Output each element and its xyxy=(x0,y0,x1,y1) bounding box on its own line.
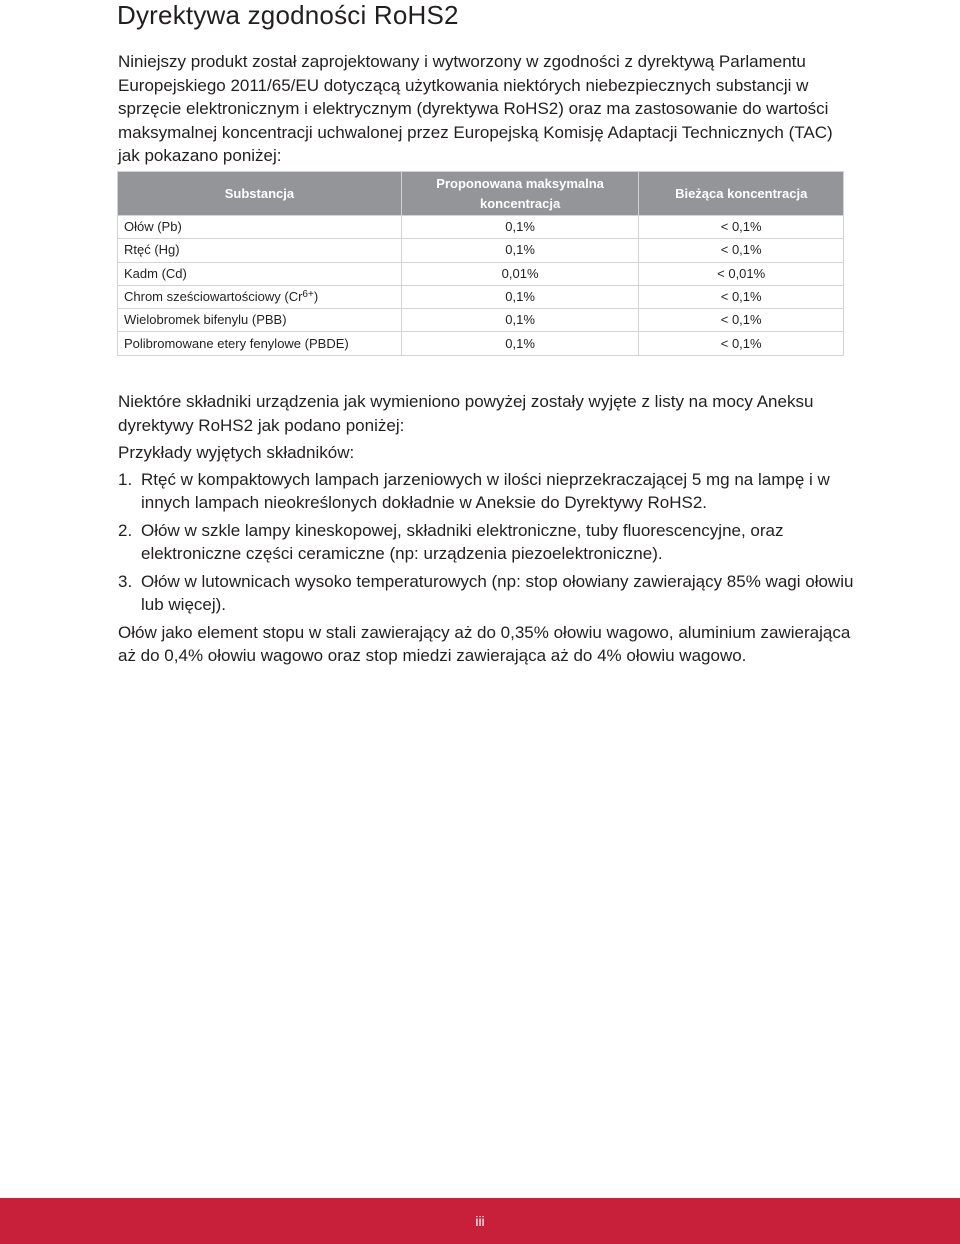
substance-name-end: ) xyxy=(313,289,319,305)
substance-cell: Polibromowane etery fenylowe (PBDE) xyxy=(118,332,402,355)
substance-name: Chrom sześciowartościowy (Cr xyxy=(124,289,303,305)
closing-paragraph: Ołów jako element stopu w stali zawierający aż do 0,35% ołowiu wagowo, aluminium zawierająca aż do 0,4% ołowiu wagowo oraz stop miedzi zawierająca aż do 4% ołowiu wagowo. xyxy=(118,622,851,665)
substance-cell: Kadm (Cd) xyxy=(118,262,402,285)
current-concentration-cell: < 0,1% xyxy=(639,285,844,308)
substance-cell: Rtęć (Hg) xyxy=(118,239,402,262)
exemptions-section xyxy=(118,390,858,668)
current-concentration-cell: < 0,1% xyxy=(639,332,844,355)
table-header-row xyxy=(118,172,844,216)
header-current-concentration: Bieżąca koncentracja xyxy=(639,172,844,216)
exemptions-intro: Niektóre składniki urządzenia jak wymieniono powyżej zostały wyjęte z listy na mocy Aneksu dyrektywy RoHS2 jak podano poniżej: xyxy=(118,392,814,435)
list-item-text: Ołów w lutownicach wysoko temperaturowych (np: stop ołowiany zawierający 85% wagi ołowiu lub więcej). xyxy=(141,571,854,614)
examples-heading: Przykłady wyjętych składników: xyxy=(118,443,355,462)
substance-cell: Ołów (Pb) xyxy=(118,216,402,239)
list-item-number: 2. xyxy=(118,520,133,540)
table-row xyxy=(118,239,844,262)
max-concentration-cell: 0,1% xyxy=(401,239,639,262)
examples-list xyxy=(118,468,858,617)
page-number: iii xyxy=(475,1213,485,1229)
max-concentration-cell: 0,1% xyxy=(401,285,639,308)
header-max-concentration: Proponowana maksymalna koncentracja xyxy=(401,172,639,216)
table-row xyxy=(118,262,844,285)
oxidation-state: 6+ xyxy=(302,289,314,301)
max-concentration-cell: 0,1% xyxy=(401,216,639,239)
list-item xyxy=(118,519,858,566)
table-row xyxy=(118,216,844,239)
rohs-concentration-table xyxy=(117,171,844,356)
current-concentration-cell: < 0,1% xyxy=(639,309,844,332)
substance-cell xyxy=(118,285,402,308)
max-concentration-cell: 0,1% xyxy=(401,332,639,355)
table-row xyxy=(118,309,844,332)
substance-cell: Wielobromek bifenylu (PBB) xyxy=(118,309,402,332)
list-item xyxy=(118,468,858,515)
current-concentration-cell: < 0,1% xyxy=(639,239,844,262)
max-concentration-cell: 0,1% xyxy=(401,309,639,332)
table-row xyxy=(118,285,844,308)
list-item-text: Rtęć w kompaktowych lampach jarzeniowych w ilości nieprzekraczającej 5 mg na lampę i w innych lampach nieokreślonych dokładnie w Aneksie do Dyrektywy RoHS2. xyxy=(141,469,830,512)
intro-paragraph: Niniejszy produkt został zaprojektowany i wytworzony w zgodności z dyrektywą Parlamentu Europejskiego 2011/65/EU dotyczącą użytkowania niektórych niebezpiecznych substancji w sprzęcie elektronicznym i elektrycznym (dyrektywa RoHS2) oraz ma zastosowanie do wartości maksymalnej koncentracji uchwalonej przez Europejską Komisję Adaptacji Technicznych (TAC) jak pokazano poniżej: xyxy=(118,52,833,165)
list-item-number: 3. xyxy=(118,571,133,591)
page-title: Dyrektywa zgodności RoHS2 xyxy=(117,0,459,30)
current-concentration-cell: < 0,01% xyxy=(639,262,844,285)
current-concentration-cell: < 0,1% xyxy=(639,216,844,239)
header-substance: Substancja xyxy=(118,172,402,216)
list-item-text: Ołów w szkle lampy kineskopowej, składniki elektroniczne, tuby fluorescencyjne, oraz elektroniczne części ceramiczne (np: urządzenia piezoelektroniczne). xyxy=(141,520,784,563)
max-concentration-cell: 0,01% xyxy=(401,262,639,285)
table-row xyxy=(118,332,844,355)
list-item-number: 1. xyxy=(118,469,133,489)
list-item xyxy=(118,570,858,617)
